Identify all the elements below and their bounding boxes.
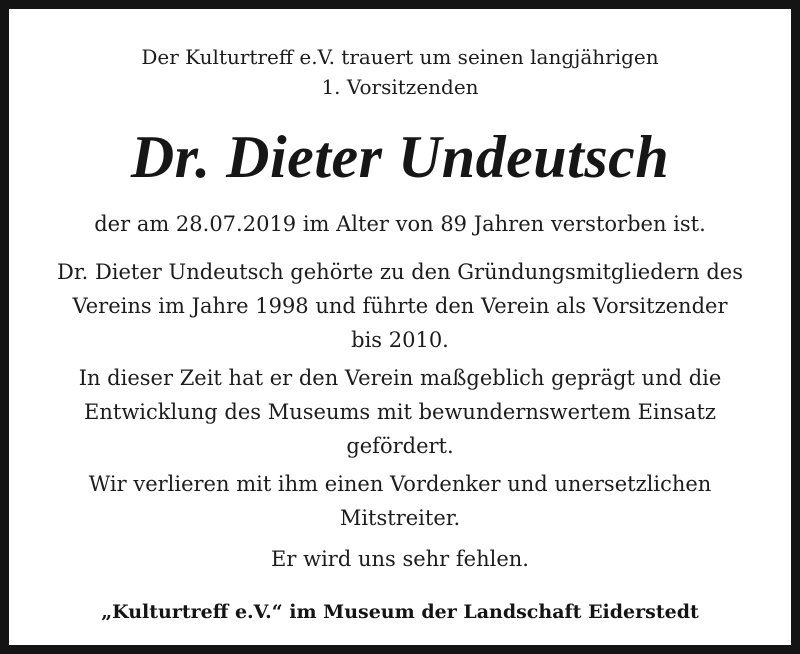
paragraph-1-line-3: bis 2010. <box>351 328 449 352</box>
intro-line-2: 1. Vorsitzenden <box>321 75 479 99</box>
deceased-name: Dr. Dieter Undeutsch <box>130 124 670 190</box>
paragraph-1-line-1: Dr. Dieter Undeutsch gehörte zu den Gründungsmitgliedern des <box>57 260 743 284</box>
paragraph-2-line-1: In dieser Zeit hat er den Verein maßgeblich geprägt und die <box>78 366 722 390</box>
paragraph-3-line-1: Wir verlieren mit ihm einen Vordenker und unersetzlichen <box>88 472 712 496</box>
paragraph-3-line-2: Mitstreiter. <box>339 506 461 530</box>
death-date-line: der am 28.07.2019 im Alter von 89 Jahren verstorben ist. <box>94 212 706 236</box>
signature-line: „Kulturtreff e.V.“ im Museum der Landschaft Eiderstedt <box>101 601 699 623</box>
paragraph-2-line-3: gefördert. <box>346 434 454 458</box>
paragraph-1-line-2: Vereins im Jahre 1998 und führte den Verein als Vorsitzender <box>72 294 728 318</box>
closing-line: Er wird uns sehr fehlen. <box>271 547 529 571</box>
paragraph-2-line-2: Entwicklung des Museums mit bewundernswertem Einsatz <box>84 400 716 424</box>
intro-line-1: Der Kulturtreff e.V. trauert um seinen langjährigen <box>141 45 659 69</box>
